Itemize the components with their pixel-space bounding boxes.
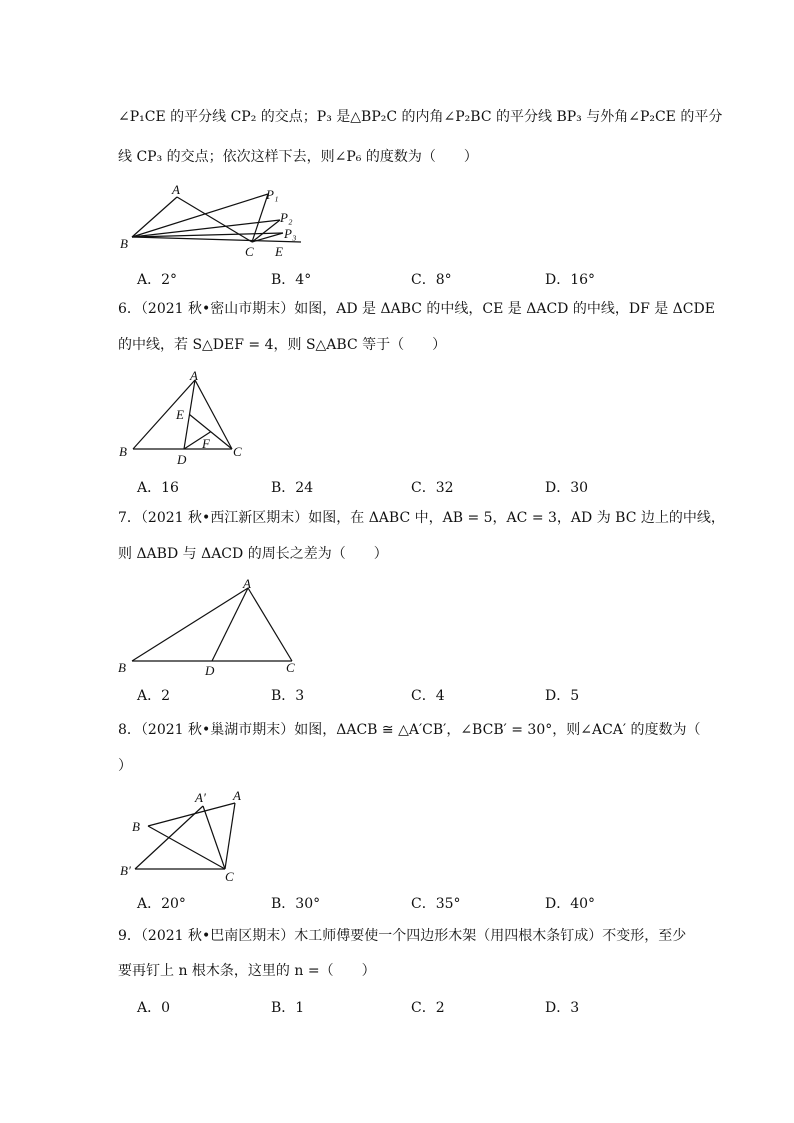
- q8-label-C: C: [225, 869, 234, 884]
- q5-option-d[interactable]: D．16°: [545, 272, 596, 288]
- q9-option-b[interactable]: B．1: [271, 1000, 305, 1016]
- q6-figure: [115, 366, 255, 466]
- q6-option-b[interactable]: B．24: [271, 480, 314, 496]
- q7-label-B: B: [118, 660, 126, 675]
- q8-option-a[interactable]: A．20°: [137, 896, 186, 912]
- q7-option-a[interactable]: A．2: [137, 688, 171, 704]
- q6-text-line2: 的中线，若 S△DEF = 4，则 S△ABC 等于（ ）: [118, 337, 447, 353]
- q8-text-line2: ）: [118, 758, 132, 774]
- q5-label-P3: P₃: [284, 226, 297, 241]
- q9-text-line1: 9．（2021 秋•巴南区期末）木工师傅要使一个四边形木架（用四根木条钉成）不变形，至少: [118, 928, 687, 944]
- q8-options: [137, 893, 697, 913]
- q6-option-c[interactable]: C．32: [411, 480, 454, 496]
- q5-figure: [115, 182, 315, 262]
- q5-option-a[interactable]: A．2°: [137, 272, 178, 288]
- q9-option-c[interactable]: C．2: [411, 1000, 445, 1016]
- q6-option-d[interactable]: D．30: [545, 480, 589, 496]
- q6-label-F: F: [202, 436, 210, 451]
- q8-option-b[interactable]: B．30°: [271, 896, 321, 912]
- q5-label-E: E: [275, 244, 283, 259]
- q7-lines: [132, 588, 292, 661]
- q6-label-B: B: [119, 444, 127, 459]
- q5-text-line2: 线 CP₃ 的交点；依次这样下去，则∠P₆ 的度数为（ ）: [118, 149, 478, 165]
- q5-label-P2: P₂: [280, 210, 293, 225]
- q8-lines: [135, 803, 235, 869]
- q7-label-C: C: [286, 660, 295, 675]
- q8-figure: [115, 786, 265, 886]
- q5-options: [137, 269, 697, 289]
- q8-label-B: B: [132, 819, 140, 834]
- q6-option-a[interactable]: A．16: [137, 480, 179, 496]
- q7-option-b[interactable]: B．3: [271, 688, 305, 704]
- q6-options: [137, 477, 697, 497]
- q7-text-line2: 则 ΔABD 与 ΔACD 的周长之差为（ ）: [118, 546, 388, 562]
- q7-label-A: A: [243, 576, 251, 591]
- q6-text-line1: 6．（2021 秋•密山市期末）如图，AD 是 ΔABC 的中线，CE 是 ΔACD 的中线，DF 是 ΔCDE: [118, 301, 715, 317]
- q9-options: [137, 997, 697, 1017]
- q5-label-B: B: [120, 236, 128, 251]
- q7-option-c[interactable]: C．4: [411, 688, 445, 704]
- q8-option-c[interactable]: C．35°: [411, 896, 461, 912]
- q5-option-b[interactable]: B．4°: [271, 272, 312, 288]
- q7-figure: [115, 576, 315, 676]
- q7-text-line1: 7．（2021 秋•西江新区期末）如图，在 ΔABC 中，AB = 5，AC = 3，AD 为 BC 边上的中线，: [118, 510, 725, 526]
- q5-label-P1: P₁: [266, 187, 279, 202]
- q8-label-B-prime: B′: [120, 863, 131, 878]
- q9-option-a[interactable]: A．0: [137, 1000, 171, 1016]
- q5-option-c[interactable]: C．8°: [411, 272, 452, 288]
- q6-label-C: C: [233, 444, 242, 459]
- q7-option-d[interactable]: D．5: [545, 688, 580, 704]
- q5-label-C: C: [245, 244, 254, 259]
- q8-label-A: A: [233, 788, 241, 803]
- q5-label-A: A: [172, 182, 180, 197]
- q6-label-E: E: [176, 407, 184, 422]
- q6-label-A: A: [190, 368, 198, 383]
- q7-label-D: D: [205, 663, 215, 678]
- q8-text-line1: 8．（2021 秋•巢湖市期末）如图，ΔACB ≅ △A′CB′，∠BCB′ = 30°，则∠ACA′ 的度数为（: [118, 722, 701, 738]
- q9-text-line2: 要再钉上 n 根木条，这里的 n =（ ）: [118, 963, 376, 979]
- q7-options: [137, 685, 697, 705]
- q5-text-line1: ∠P₁CE 的平分线 CP₂ 的交点；P₃ 是△BP₂C 的内角∠P₂BC 的平分线 BP₃ 与外角∠P₂CE 的平分: [118, 109, 723, 125]
- q8-label-A-prime: A′: [195, 790, 206, 805]
- q6-label-D: D: [177, 452, 187, 467]
- q8-option-d[interactable]: D．40°: [545, 896, 596, 912]
- q9-option-d[interactable]: D．3: [545, 1000, 580, 1016]
